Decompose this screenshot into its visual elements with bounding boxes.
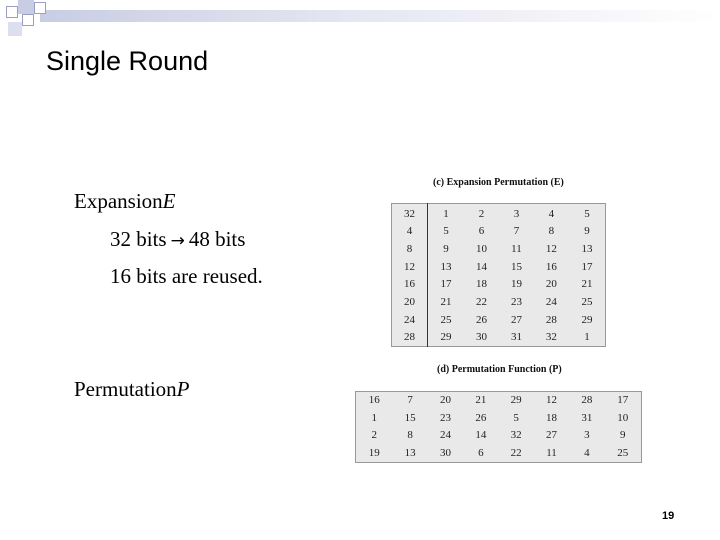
bits-from: 32 bits [110, 227, 167, 251]
page-number: 19 [662, 510, 675, 522]
table-cell: 11 [511, 243, 522, 256]
table-cell: 3 [584, 429, 590, 442]
table-cell: 1 [584, 331, 590, 344]
table-cell: 5 [443, 225, 449, 238]
table-cell: 29 [581, 313, 593, 326]
table-cell: 13 [404, 446, 416, 459]
table-cell: 29 [510, 394, 522, 407]
table-cell: 9 [584, 225, 590, 238]
table-cell: 32 [545, 331, 557, 344]
table-cell: 6 [478, 446, 484, 459]
table-cell: 8 [392, 241, 428, 259]
table-cell: 1 [371, 411, 377, 424]
table-cell: 22 [510, 446, 522, 459]
table-cell: 12 [392, 258, 428, 276]
table-row [392, 258, 606, 276]
table-cell: 5 [584, 208, 590, 220]
table-row [392, 276, 606, 294]
table-cell: 30 [476, 331, 488, 344]
table-cell: 28 [581, 394, 593, 407]
table-cell: 16 [545, 260, 557, 273]
table-cell: 2 [371, 429, 377, 442]
table-cell: 18 [546, 411, 557, 424]
deco-square [18, 0, 34, 14]
table-cell: 4 [548, 208, 555, 220]
table-cell: 16 [368, 394, 380, 407]
table-cell: 32 [510, 429, 522, 442]
table-cell: 5 [513, 411, 519, 424]
table-cell: 12 [546, 394, 557, 407]
table-cell: 15 [404, 411, 416, 424]
bullet-text: 16 bits are reused. [110, 264, 263, 288]
table-row [392, 204, 606, 224]
slide-title: Single Round [46, 46, 209, 76]
table-cell: 28 [392, 329, 428, 347]
table-cell: 15 [510, 260, 522, 273]
permutation-table [355, 391, 642, 463]
bullet-variable: P [176, 377, 190, 401]
header-decoration [0, 0, 720, 40]
table-cell: 13 [440, 260, 452, 273]
table-cell: 20 [439, 394, 451, 407]
table-cell: 9 [620, 429, 626, 442]
table-cell: 18 [476, 278, 488, 291]
table-cell: 16 [392, 276, 428, 294]
table-cell: 9 [443, 243, 449, 256]
table-cell: 2 [478, 208, 485, 220]
bullet-variable: E [162, 189, 176, 213]
table-cell: 23 [510, 296, 522, 309]
bullet-expansion-bits [108, 227, 245, 252]
table-cell: 14 [475, 429, 487, 442]
table-cell: 19 [510, 278, 522, 291]
table-cell: 19 [368, 446, 380, 459]
table-cell: 14 [476, 260, 488, 273]
table-cell: 31 [510, 331, 522, 344]
table-cell: 12 [545, 243, 557, 256]
table-cell: 20 [392, 294, 428, 312]
bullet-expansion [72, 189, 175, 214]
table-cell: 21 [581, 278, 593, 291]
table-cell: 24 [545, 296, 557, 309]
table-cell: 25 [617, 446, 629, 459]
table-row [356, 392, 642, 410]
table-cell: 21 [440, 296, 452, 309]
table-cell: 17 [581, 260, 593, 273]
table-cell: 21 [475, 394, 487, 407]
bullet-permutation [72, 377, 189, 402]
table-cell: 32 [392, 204, 428, 224]
permutation-table-caption: (d) Permutation Function (P) [437, 364, 562, 375]
table-cell: 7 [407, 394, 413, 407]
table-cell: 24 [439, 429, 451, 442]
expansion-table [391, 203, 606, 347]
table-cell: 4 [392, 223, 428, 241]
deco-square [22, 14, 34, 26]
table-cell: 6 [478, 225, 485, 238]
table-row [356, 427, 642, 445]
table-cell: 4 [584, 446, 590, 459]
table-cell: 17 [617, 394, 629, 407]
table-cell: 1 [443, 208, 449, 220]
table-cell: 7 [513, 225, 520, 238]
table-row [392, 311, 606, 329]
table-row [392, 329, 606, 347]
table-row [356, 445, 642, 463]
table-row [392, 294, 606, 312]
table-cell: 8 [548, 225, 555, 238]
table-cell: 8 [407, 429, 413, 442]
table-cell: 27 [546, 429, 557, 442]
bits-to: 48 bits [188, 227, 246, 251]
table-cell: 26 [476, 313, 488, 326]
table-row [392, 241, 606, 259]
table-cell: 10 [617, 411, 629, 424]
table-cell: 17 [440, 278, 452, 291]
expansion-table-caption: (c) Expansion Permutation (E) [433, 177, 564, 188]
table-cell: 20 [545, 278, 557, 291]
table-cell: 23 [439, 411, 451, 424]
deco-square [8, 22, 22, 36]
table-cell: 22 [476, 296, 488, 309]
table-cell: 26 [475, 411, 487, 424]
bullet-label: Permutation [74, 377, 177, 401]
deco-square [6, 6, 18, 18]
table-cell: 31 [581, 411, 593, 424]
table-cell: 28 [545, 313, 557, 326]
bullet-label: Expansion [74, 189, 163, 213]
table-cell: 25 [581, 296, 593, 309]
table-cell: 11 [546, 446, 557, 459]
table-cell: 27 [510, 313, 522, 326]
bullet-bits-reused [108, 264, 263, 289]
table-cell: 13 [581, 243, 593, 256]
header-gradient-bar [40, 10, 720, 22]
table-cell: 10 [476, 243, 488, 256]
table-cell: 3 [513, 208, 520, 220]
table-cell: 30 [439, 446, 451, 459]
table-row [392, 223, 606, 241]
table-cell: 24 [392, 311, 428, 329]
arrow-right-icon: → [170, 231, 185, 251]
table-cell: 29 [440, 331, 452, 344]
table-cell: 25 [440, 313, 452, 326]
table-row [356, 409, 642, 427]
deco-square [34, 2, 46, 14]
